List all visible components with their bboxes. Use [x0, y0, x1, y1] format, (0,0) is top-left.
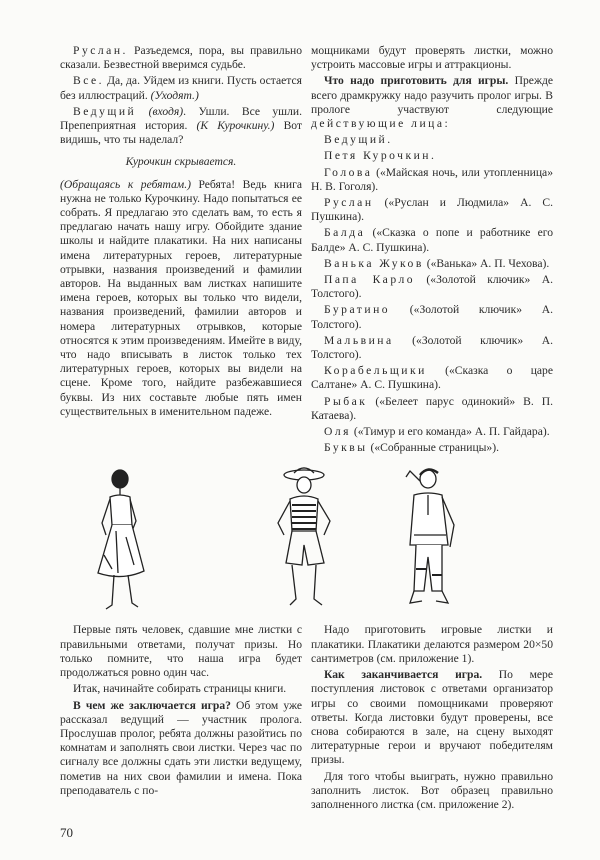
speaker-name: Буквы	[324, 441, 368, 455]
text-run: («Сказка о попе и работнике его Балде» А. С. Пушкина).	[311, 226, 553, 254]
text-run: По мере поступления листовок с ответами организатор игры со своими помощниками проверяют ответы. Когда листовки будут проверены, все снова собираются в зале, на сцену выходят литературные герои и вручают победителям призы.	[311, 668, 553, 767]
text-run: Разъедемся, пора, вы правильно сказали. Безвестной вверимся судьбе.	[60, 44, 302, 72]
illustrations-row	[60, 465, 553, 615]
speaker-name: Петя Курочкин.	[324, 149, 437, 163]
text-run: мощниками будут проверять листки, можно устроить массовые игры и аттракционы.	[311, 44, 553, 72]
text-run: Для того чтобы выиграть, нужно правильно заполнить листок. Вот образец правильно заполненного листка (см. приложение 2).	[311, 769, 553, 811]
text-column-top-left	[60, 44, 302, 421]
paragraph	[311, 257, 553, 271]
speaker-name: Буратино	[324, 303, 391, 317]
speaker-name: Корабельщики	[324, 364, 427, 378]
speaker-name: Ванька Жуков	[324, 256, 424, 270]
text-run: Вот видишь, что ты наделал?	[60, 119, 303, 147]
text-run: Об этом уже рассказал ведущий — участник пролога. Прослушав пролог, ребята должны разойтись по комнатам и заполнять свои листки. Через час по сигналу все должны сдать эти листки ведущему, пометив на них свои фамилии и имена. Пока преподаватель с по-	[60, 698, 302, 797]
text-run: («Собранные страницы»).	[367, 441, 499, 455]
speaker-name: Голова	[324, 165, 373, 179]
speaker-name: Ведущий.	[324, 133, 393, 147]
text-run: Первые пять человек, сдавшие мне листки с правильными ответами, получат призы. Но только помните, что наша игра будет продолжаться ровно один час.	[60, 623, 302, 680]
text-run: Прежде всего драмкружку надо разучить пролог игры. В прологе участвуют следующие	[311, 74, 553, 116]
paragraph	[311, 74, 553, 131]
stage-direction: (К Курочкину.)	[196, 119, 275, 133]
text-run: («Золотой ключик» А. Толстого).	[311, 333, 553, 362]
illustration-girl-in-dress	[82, 465, 162, 615]
illustration-boy-in-peasant-shirt	[392, 465, 467, 610]
paragraph	[60, 44, 302, 72]
text-run: («Руслан и Людмила» А. С. Пушкина).	[311, 196, 553, 224]
speaker-name: Руслан.	[73, 44, 128, 57]
paragraph	[311, 44, 553, 72]
illustration-boy-in-striped-shirt	[262, 465, 347, 610]
stage-direction: (Уходят.)	[150, 88, 199, 102]
text-run	[136, 105, 148, 118]
text-run: («Тимур и его команда» А. П. Гайдара).	[351, 425, 550, 439]
paragraph	[311, 441, 553, 455]
speaker-name: Рыбак	[324, 394, 368, 408]
paragraph	[60, 105, 302, 148]
bottom-text-row	[60, 623, 553, 814]
text-run: («Золотой ключик» А. Толстого).	[311, 303, 553, 331]
paragraph	[311, 226, 553, 254]
text-run: («Майская ночь, или утопленница» Н. В. Гоголя).	[311, 165, 553, 193]
top-text-row	[60, 44, 553, 457]
text-run: . Ушли. Все ушли. Препеприятная история.	[60, 104, 302, 133]
paragraph	[60, 682, 302, 696]
paragraph	[311, 303, 553, 331]
paragraph	[60, 74, 302, 102]
paragraph	[311, 770, 553, 813]
speaker-name: действующие лица:	[311, 117, 451, 131]
paragraph	[311, 395, 553, 423]
speaker-name: Папа Карло	[324, 273, 416, 287]
text-run: («Золотой ключик» А. Толстого).	[311, 273, 553, 301]
section-heading: Что надо приготовить для игры.	[324, 74, 509, 88]
paragraph	[311, 133, 553, 147]
paragraph	[311, 668, 553, 767]
text-column-bottom-right	[311, 623, 553, 814]
text-run: Итак, начинайте собирать страницы книги.	[73, 682, 287, 696]
paragraph	[311, 364, 553, 392]
paragraph	[311, 334, 553, 362]
paragraph	[311, 196, 553, 224]
paragraph	[60, 623, 302, 680]
text-run: («Ванька» А. П. Чехова).	[423, 256, 550, 270]
paragraph	[60, 155, 302, 169]
speaker-name: Мальвина	[324, 333, 394, 347]
paragraph	[311, 149, 553, 163]
text-run: Ребята! Ведь книга нужна не только Курочкину. Надо попытаться ее собрать. Я предлагаю это сделать вам, то есть я предлагаю начать нашу игру. Обойдите здание школы и найдите плакатики. На них написаны имена литературных героев, литературные отрывки, названия произведений и фамилии авторов. На выданных вам листках напишите имена героев, которых вы только что видели, названия произведений, фамилии авторов и номера литературных отрывков, которые относятся к этим произведениям. Имейте в виду, что надо вписывать в листок только тех литературных героев, которых вы видели на сцене. Кроме того, найдите разбежавшиеся буквы. Из них составьте любые пять имен существительных в именительном падеже.	[60, 177, 302, 418]
text-run: Надо приготовить игровые листки и плакатики. Плакатики делаются размером 20×50 сантиметров (см. приложение 1).	[311, 623, 553, 665]
paragraph	[311, 273, 553, 301]
page-number: 70	[60, 825, 73, 841]
section-heading: Как заканчивается игра.	[324, 668, 483, 682]
speaker-name: Ведущий	[73, 104, 137, 118]
paragraph	[311, 166, 553, 194]
paragraph	[311, 623, 553, 666]
speaker-name: Все.	[73, 74, 105, 88]
speaker-name: Руслан	[324, 196, 374, 210]
text-run: («Сказка о царе Салтане» А. С. Пушкина).	[311, 364, 553, 392]
section-heading: В чем же заключается игра?	[73, 698, 231, 712]
paragraph	[60, 178, 302, 419]
stage-direction: Курочкин скрывается.	[125, 155, 237, 169]
stage-direction: (Обращаясь к ребятам.)	[60, 177, 191, 191]
text-column-top-right	[311, 44, 553, 457]
paragraph	[60, 699, 302, 798]
text-run: («Белеет парус одинокий» В. П. Катаева).	[311, 394, 553, 422]
paragraph	[311, 425, 553, 439]
text-column-bottom-left	[60, 623, 302, 799]
speaker-name: Оля	[324, 425, 351, 439]
stage-direction: (входя)	[148, 104, 184, 118]
text-run: Да, да. Уйдем из книги. Пусть остается без иллюстраций.	[60, 74, 302, 102]
speaker-name: Балда	[324, 226, 366, 240]
